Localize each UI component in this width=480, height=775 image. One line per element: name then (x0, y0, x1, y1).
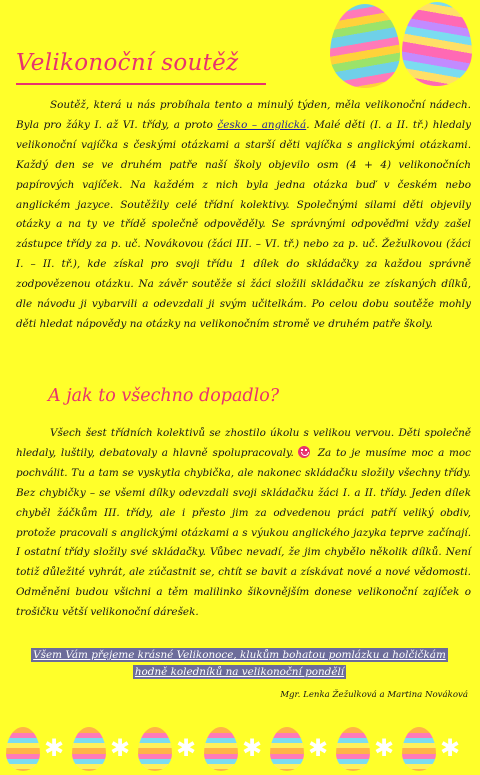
snowflake-star-icon: ✱ (44, 734, 65, 762)
intro-paragraph (16, 96, 471, 335)
result-text-2: Za to je musíme moc a moc pochválit. Tu a tam se vyskytla chybička, ale nakonec skládačku složily všechny třídy. Bez chybičky – se všemi dílky odevzdali svoji skládačku žáci I. a II. třídy. Jeden dílek chyběl žáčkům III. třídy, ale i přesto jim za odvedenou práci patří veliký obdiv, protože pracovali s anglickými otázkami a s výukou anglického jazyka teprve začínají. I ostatní třídy složily své skládačky. Vůbec nevadí, že jim chybělo několik dílků. Není totiž důležité vyhrát, ale zúčastnit se, chtít se bavit a získávat nové a nové vědomosti. Odměněni budou všichni a těm malilinko šikovnějším donese velikonoční zajíček o trošičku větší velikonoční dárešek. (16, 446, 471, 619)
easter-egg-icon (402, 727, 436, 771)
easter-egg-icon (336, 727, 370, 771)
snowflake-star-icon: ✱ (374, 734, 395, 762)
wish-line-2: hodně koledníků na velikonoční pondělí (134, 666, 345, 678)
language-link: česko – anglická (217, 118, 307, 131)
section-subtitle: A jak to všechno dopadlo? (48, 386, 280, 406)
smiley-icon (298, 446, 310, 458)
easter-egg-icon (6, 727, 40, 771)
page-title: Velikonoční soutěž (16, 50, 239, 76)
easter-wish (16, 647, 463, 681)
snowflake-star-icon: ✱ (440, 734, 461, 762)
easter-egg-icon (402, 2, 472, 86)
intro-text-1: Soutěž, která u nás probíhala tento a minulý týden, měla velikonoční nádech. Byla pro žáky I. až VI. třídy, a proto (16, 99, 471, 131)
snowflake-star-icon: ✱ (308, 734, 329, 762)
decorative-egg-border (0, 723, 480, 775)
snowflake-star-icon: ✱ (242, 734, 263, 762)
intro-text-2: . Malé děti (I. a II. tř.) hledaly velikonoční vajíčka s českými otázkami a starší děti vajíčka s anglickými otázkami. Každý den se ve druhém patře naší školy objevilo osm (4 + 4) velikonočních papírových vajíček. Na každém z nich byla jedna otázka buď v českém nebo anglickém jazyce. Soutěžily celé třídní kolektivy. Společnými silami děti objevily otázky a na ty ve třídě společně odpověděly. Se správnými odpověďmi vždy zašel zástupce třídy za p. uč. Novákovou (žáci III. – VI. tř.) nebo za p. uč. Žežulkovou (žáci I. – II. tř.), kde získal pro svoji třídu 1 dílek do skládačky za každou správně zodpovězenou otázku. Na závěr soutěže si žáci složili skládačku ze získaných dílků, dle návodu ji vybarvili a odevzdali ji svým učitelkám. Po celou dobu soutěže mohly děti hledat nápovědy na otázky na velikonočním stromě ve druhém patře školy. (16, 118, 471, 330)
easter-egg-icon (330, 4, 400, 88)
result-paragraph (16, 424, 471, 623)
easter-egg-icon (138, 727, 172, 771)
snowflake-star-icon: ✱ (176, 734, 197, 762)
easter-egg-icon (270, 727, 304, 771)
easter-egg-icon (72, 727, 106, 771)
result-text-1: Všech šest třídních kolektivů se zhostilo úkolu s velikou vervou. Děti společně hledaly, luštily, debatovaly a hlavně spolupracovaly. (16, 427, 471, 459)
easter-egg-icon (204, 727, 238, 771)
title-underline (16, 83, 266, 85)
signature: Mgr. Lenka Žežulková a Martina Nováková (280, 690, 468, 700)
snowflake-star-icon: ✱ (110, 734, 131, 762)
wish-line-1: Všem Vám přejeme krásné Velikonoce, klukům bohatou pomlázku a holčičkám (33, 649, 446, 661)
